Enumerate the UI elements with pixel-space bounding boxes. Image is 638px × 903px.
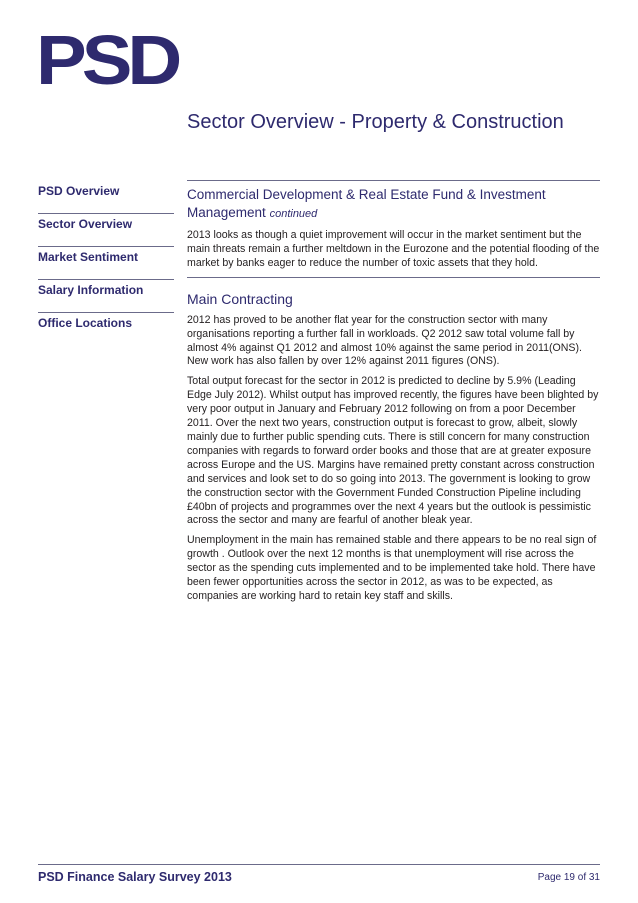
sidebar-item-psd-overview[interactable]: PSD Overview bbox=[38, 181, 174, 214]
section-commercial-development bbox=[187, 186, 600, 271]
footer-title: PSD Finance Salary Survey 2013 bbox=[38, 870, 232, 884]
paragraph: Total output forecast for the sector in 2012 is predicted to decline by 5.9% (Leading Edge July 2012). Whilst output has improved recently, the figures have been blighted by very poor output in January and February 2012 following on from a poor December 2011. Over the next two years, construction output is forecast to grow, albeit, slowly mainly due to further public spending cuts. There is still concern for many construction companies with regards to forward order books and those that are at greater exposure across Europe and the US. Margins have remained pretty constant across construction and services and look set to do so going into 2013. The government is looking to grow the construction sector with the Government Funded Construction Pipeline including £40bn of projects and programmes over the next 4 years but the outlook is pessimistic across the sector and many are fearful of another bleak year. bbox=[187, 375, 599, 527]
section-heading bbox=[187, 186, 600, 223]
sidebar-item-office-locations[interactable]: Office Locations bbox=[38, 316, 133, 330]
section-heading: Main Contracting bbox=[187, 290, 293, 307]
section-heading-suffix: continued bbox=[269, 208, 318, 220]
footer-divider bbox=[38, 864, 600, 865]
sidebar-nav bbox=[38, 181, 174, 346]
psd-logo: PSD bbox=[36, 21, 178, 100]
page-number: Page 19 of 31 bbox=[537, 872, 600, 883]
sidebar-item-salary-information[interactable]: Salary Information bbox=[38, 280, 174, 313]
section-main-contracting bbox=[187, 290, 600, 604]
section-divider bbox=[187, 277, 600, 278]
section-heading-text: Commercial Development & Real Estate Fund & Investment Management bbox=[187, 187, 546, 220]
page-title: Sector Overview - Property & Construction bbox=[187, 111, 564, 133]
sidebar-item-sector-overview[interactable]: Sector Overview bbox=[38, 214, 174, 247]
main-content bbox=[187, 180, 600, 610]
paragraph: Unemployment in the main has remained stable and there appears to be no real sign of growth . Outlook over the next 12 months is that unemployment will rise across the sector as the spending cuts implemented and to be implemented take hold. There have been fewer opportunities across the sector in 2012, as was to be expected, as companies are working hard to retain key staff and skills. bbox=[187, 534, 597, 602]
section-divider bbox=[187, 180, 600, 181]
paragraph: 2012 has proved to be another flat year for the construction sector with many organisations reporting a further fall in workloads. Q2 2012 saw total volume fall by almost 4% against Q1 2012 and almost 10% against the same period in 2011(ONS). New work has also fallen by over 12% against 2011 figures (ONS). bbox=[187, 313, 582, 368]
sidebar-item-market-sentiment[interactable]: Market Sentiment bbox=[38, 247, 174, 280]
paragraph: 2013 looks as though a quiet improvement will occur in the market sentiment but the main threats remain a further meltdown in the Eurozone and the potential flooding of the market by banks eager to reduce the number of toxic assets that they hold. bbox=[187, 229, 600, 269]
